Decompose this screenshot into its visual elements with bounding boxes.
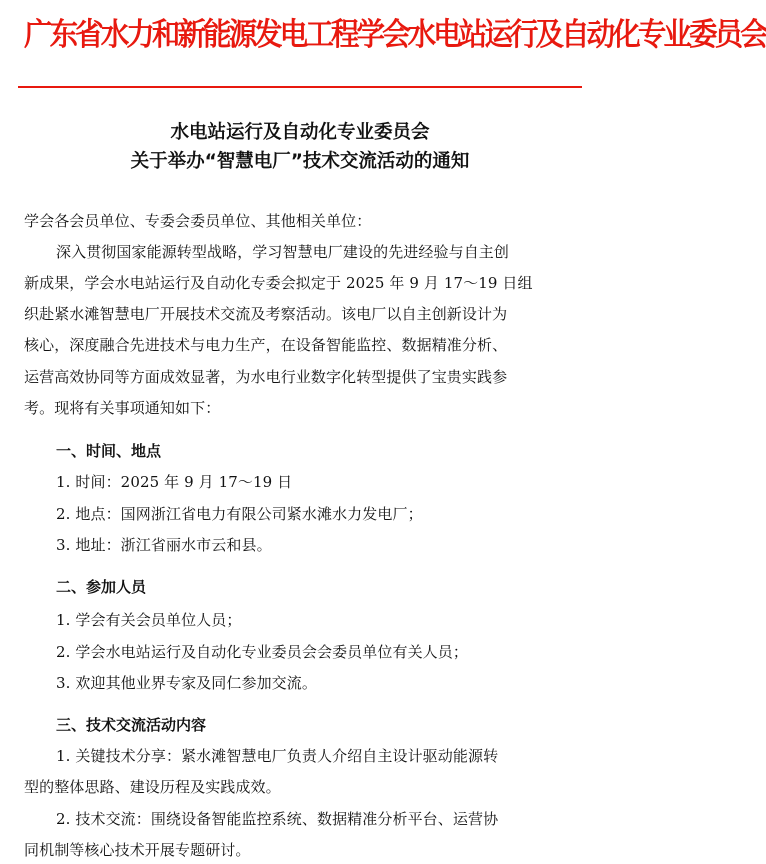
intro-line: 新成果，学会水电站运行及自动化专委会拟定于 2025 年 9 月 17～19 日组 <box>24 274 533 292</box>
list-item: 2. 地点：国网浙江省电力有限公司紧水滩水力发电厂； <box>56 505 423 523</box>
intro-line: 织赴紧水滩智慧电厂开展技术交流及考察活动。该电厂以自主创新设计为 <box>24 305 508 323</box>
intro-line: 考。现将有关事项通知如下： <box>24 399 221 417</box>
document-title-line-1: 水电站运行及自动化专业委员会 <box>170 122 430 143</box>
list-item-continuation: 型的整体思路、建设历程及实践成效。 <box>24 778 281 796</box>
list-item: 1. 时间：2025 年 9 月 17～19 日 <box>56 473 293 491</box>
intro-line: 核心，深度融合先进技术与电力生产，在设备智能监控、数据精准分析、 <box>24 336 508 354</box>
letterhead-org-name: 广东省水力和新能源发电工程学会水电站运行及自动化专业委员会 <box>24 17 766 53</box>
document-title-line-2: 关于举办“智慧电厂”技术交流活动的通知 <box>130 151 470 172</box>
list-item: 1. 关键技术分享：紧水滩智慧电厂负责人介绍自主设计驱动能源转 <box>56 747 499 765</box>
section-heading-time-place: 一、时间、地点 <box>56 442 162 460</box>
section-heading-participants: 二、参加人员 <box>56 578 147 596</box>
list-item: 3. 欢迎其他业界专家及同仁参加交流。 <box>56 674 317 692</box>
list-item: 1. 学会有关会员单位人员； <box>56 611 242 629</box>
list-item-continuation: 同机制等核心技术开展专题研讨。 <box>24 841 251 859</box>
list-item: 2. 学会水电站运行及自动化专业委员会会委员单位有关人员； <box>56 643 468 661</box>
salutation: 学会各会员单位、专委会委员单位、其他相关单位： <box>24 212 372 230</box>
intro-line: 深入贯彻国家能源转型战略，学习智慧电厂建设的先进经验与自主创 <box>56 243 510 261</box>
intro-line: 运营高效协同等方面成效显著，为水电行业数字化转型提供了宝贵实践参 <box>24 368 508 386</box>
section-heading-activity-content: 三、技术交流活动内容 <box>56 716 207 734</box>
list-item: 2. 技术交流：围绕设备智能监控系统、数据精准分析平台、运营协 <box>56 810 499 828</box>
letterhead-divider <box>18 86 582 88</box>
list-item: 3. 地址：浙江省丽水市云和县。 <box>56 536 272 554</box>
